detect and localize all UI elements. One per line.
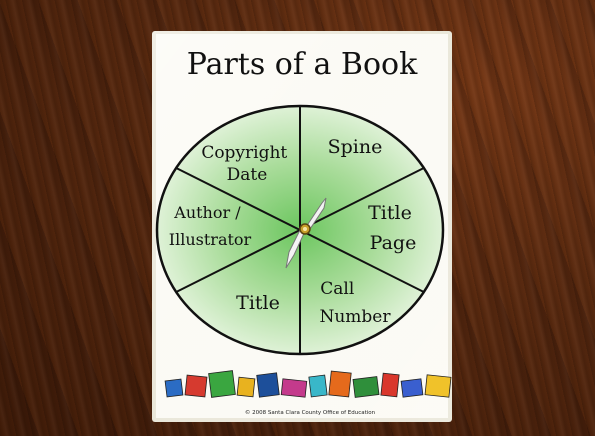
book-shape [209,371,236,398]
segment-label-title-page: Title Page [368,202,417,254]
parts-of-a-book-card [152,31,452,422]
book-shape [281,379,307,397]
segment-label-title: Title [236,292,280,314]
book-shape [185,375,207,397]
brad-highlight [303,227,307,231]
copyright-footer: © 2008 Santa Clara County Office of Education [244,410,376,416]
segment-label-author-illustrator: Author / Illustrator [168,203,252,249]
book-parts-wheel [157,106,443,354]
segment-label-call-number: Call Number [319,279,391,327]
book-shape [329,371,351,397]
segment-label-copyright-date: Copyright Date [201,143,288,185]
book-shape [309,375,327,397]
book-shape [165,379,183,397]
card-title: Parts of a Book [186,47,418,82]
book-shape [425,375,451,397]
book-shape [237,377,255,397]
segment-label-spine: Spine [327,136,383,158]
book-shape [257,373,280,397]
book-shape [401,379,423,397]
book-shape [381,373,399,397]
book-shape [353,377,379,398]
